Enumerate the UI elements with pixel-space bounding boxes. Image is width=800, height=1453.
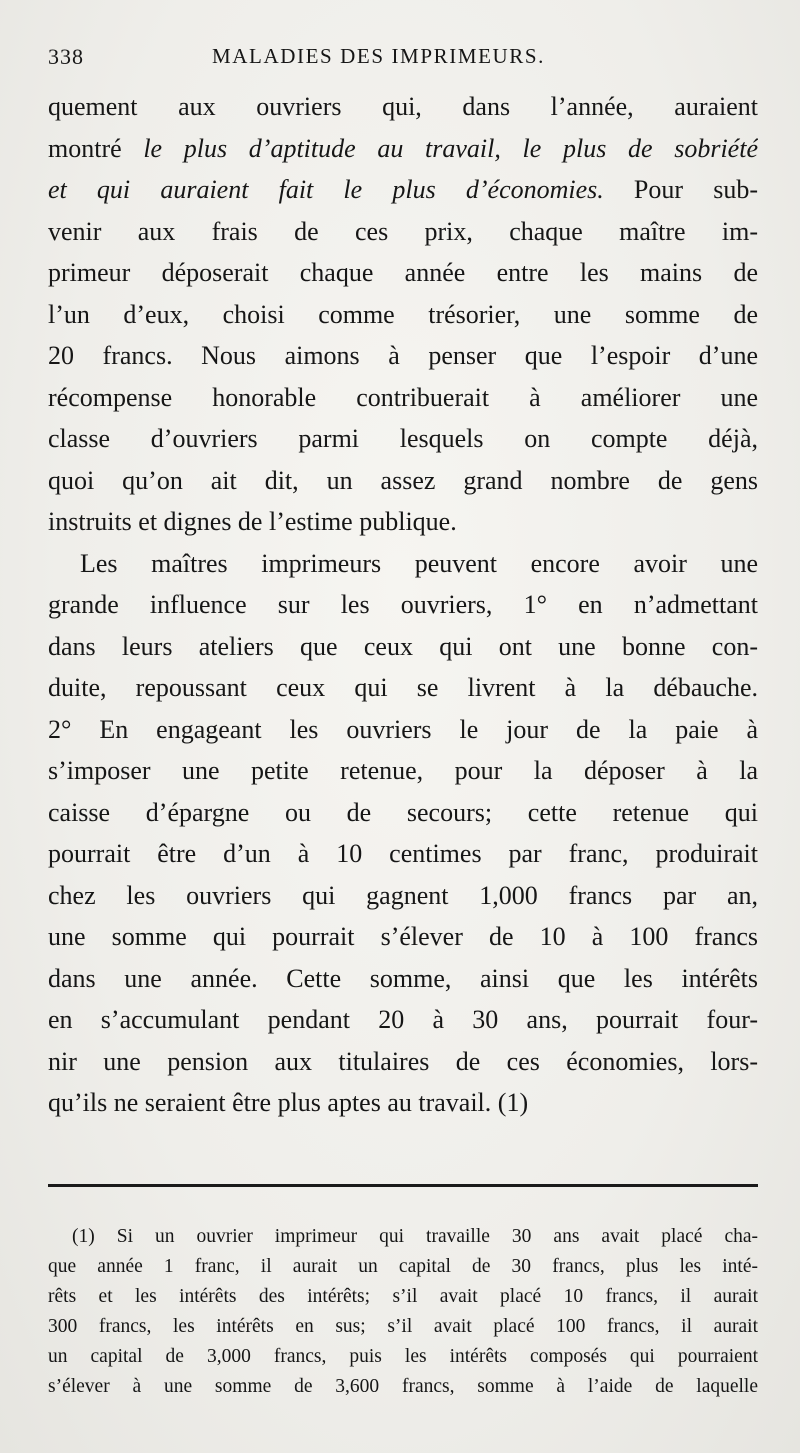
footnote-line: que année 1 franc, il aurait un capital de 30 francs, plus les inté- [48, 1256, 758, 1277]
paragraph-last-line: instruits et dignes de l’estime publique. [48, 507, 457, 536]
footnote-rule [48, 1184, 758, 1187]
text-line: s’imposer une petite retenue, pour la déposer à la [48, 756, 758, 785]
text-line: 2° En engageant les ouvriers le jour de la paie à [48, 714, 758, 744]
footnote-line: 300 francs, les intérêts en sus; s’il avait placé 100 francs, il aurait [48, 1316, 758, 1337]
footnote-line: s’élever à une somme de 3,600 francs, somme à l’aide de laquelle [48, 1376, 758, 1397]
italic-phrase: le plus d’aptitude au travail, le plus de sobriété [143, 133, 758, 163]
text-line: classe d’ouvriers parmi lesquels on compte déjà, [48, 424, 758, 453]
text-line: en s’accumulant pendant 20 à 30 ans, pourrait four- [48, 1005, 758, 1034]
footnote-line: un capital de 3,000 francs, puis les intérêts composés qui pourraient [48, 1346, 758, 1367]
text-line: dans une année. Cette somme, ainsi que les intérêts [48, 963, 758, 993]
italic-phrase: et qui auraient fait le plus d’économies. [48, 175, 604, 204]
text-line: nir une pension aux titulaires de ces économies, lors- [48, 1046, 758, 1076]
paragraph-last-line: qu’ils ne seraient être plus aptes au travail. (1) [48, 1088, 529, 1117]
page-number: 338 [48, 44, 84, 69]
text-line: récompense honorable contribuerait à améliorer une [48, 382, 758, 412]
running-title: MALADIES DES IMPRIMEURS. [212, 44, 546, 68]
text-line: duite, repoussant ceux qui se livrent à la débauche. [48, 673, 758, 702]
paragraph-first-line: Les maîtres imprimeurs peuvent encore avoir une [80, 548, 758, 578]
text-line [48, 128, 758, 170]
text-line: une somme qui pourrait s’élever de 10 à 100 francs [48, 922, 758, 951]
text-line: primeur déposerait chaque année entre les mains de [48, 258, 758, 287]
footnote-line: rêts et les intérêts des intérêts; s’il avait placé 10 francs, il aurait [48, 1286, 758, 1307]
text-line: venir aux frais de ces prix, chaque maître im- [48, 216, 758, 246]
text-line: grande influence sur les ouvriers, 1° en n’admettant [48, 590, 758, 619]
text-line: chez les ouvriers qui gagnent 1,000 francs par an, [48, 880, 758, 910]
text-line: pourrait être d’un à 10 centimes par franc, produirait [48, 839, 758, 868]
text-span: Pour sub- [603, 175, 758, 204]
text-line: dans leurs ateliers que ceux qui ont une bonne con- [48, 631, 758, 661]
text-line: 20 francs. Nous aimons à penser que l’espoir d’une [48, 341, 758, 370]
text-line: caisse d’épargne ou de secours; cette retenue qui [48, 797, 758, 827]
text-line: l’un d’eux, choisi comme trésorier, une somme de [48, 299, 758, 329]
text-span: montré [48, 133, 144, 163]
text-line: quoi qu’on ait dit, un assez grand nombre de gens [48, 465, 758, 495]
page-header [48, 40, 758, 80]
main-text [48, 86, 758, 1124]
text-line: quement aux ouvriers qui, dans l’année, auraient [48, 92, 758, 121]
text-line [48, 169, 758, 211]
footnote [48, 1222, 758, 1402]
footnote-line: (1) Si un ouvrier imprimeur qui travaille 30 ans avait placé cha- [72, 1226, 758, 1247]
